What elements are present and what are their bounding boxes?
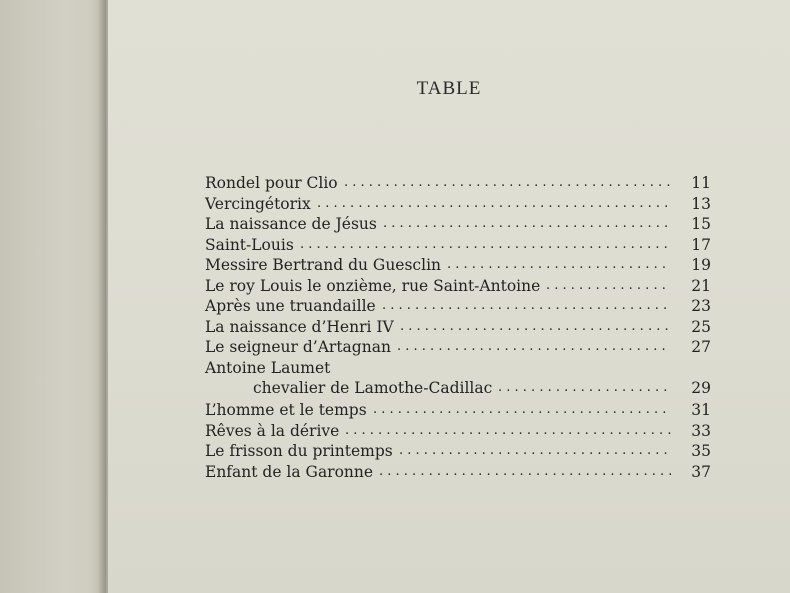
toc-entry [205, 296, 711, 317]
toc-entry-page: 15 [691, 215, 711, 233]
table-of-contents [205, 173, 711, 482]
dot-leader [400, 317, 671, 338]
dot-leader [382, 296, 671, 317]
dot-leader [300, 235, 671, 256]
toc-entry-page: 13 [691, 194, 711, 213]
toc-entry-title: L’homme et le temps [205, 401, 367, 419]
toc-entry-title: Antoine Laumet [205, 358, 331, 377]
right-page [108, 0, 790, 593]
toc-entry-page: 25 [691, 317, 711, 336]
dot-leader [344, 173, 671, 194]
left-page [0, 0, 106, 593]
toc-entry-page: 29 [691, 379, 711, 397]
toc-entry-title: Le frisson du printemps [205, 442, 393, 460]
toc-entry [205, 276, 711, 297]
dot-leader [397, 337, 671, 358]
toc-entry-title: Messire Bertrand du Guesclin [205, 256, 442, 274]
toc-entry-page: 33 [691, 421, 711, 440]
toc-entry [205, 337, 711, 358]
toc-entry-title: chevalier de Lamothe-Cadillac [253, 379, 493, 397]
toc-entry-title: Rondel pour Clio [205, 174, 338, 192]
dot-leader [373, 400, 671, 421]
toc-entry-title: La naissance de Jésus [205, 215, 377, 233]
toc-entry-title: La naissance d’Henri IV [205, 317, 394, 336]
dot-leader [317, 194, 671, 215]
dot-leader [383, 214, 671, 235]
toc-entry [205, 214, 711, 235]
page-title: TABLE [416, 78, 482, 99]
toc-entry-page: 35 [691, 442, 711, 460]
toc-entry-page: 11 [691, 174, 711, 192]
toc-entry [205, 235, 711, 256]
toc-entry-page: 31 [691, 401, 711, 419]
toc-entry-page: 19 [691, 256, 711, 274]
toc-entry-title: Le seigneur d’Artagnan [205, 338, 391, 356]
toc-entry-title: Enfant de la Garonne [205, 462, 374, 481]
dot-leader [379, 462, 671, 483]
toc-entry-page: 21 [691, 276, 711, 295]
toc-entry-continuation [205, 378, 711, 400]
toc-entry [205, 462, 711, 483]
toc-entry-page: 17 [691, 235, 711, 254]
dot-leader [546, 276, 671, 297]
toc-entry [205, 421, 711, 442]
toc-entry-page: 23 [691, 297, 711, 315]
toc-entry [205, 173, 711, 194]
toc-entry-page: 27 [691, 338, 711, 356]
toc-entry [205, 194, 711, 215]
dot-leader [345, 421, 671, 442]
toc-entry [205, 400, 711, 421]
toc-entry [205, 255, 711, 276]
toc-entry-title: Après une truandaille [205, 297, 376, 315]
dot-leader [399, 441, 671, 462]
dot-leader [447, 255, 671, 276]
toc-entry [205, 441, 711, 462]
toc-entry-title: Rêves à la dérive [205, 421, 340, 440]
toc-entry [205, 317, 711, 338]
toc-entry-title: Le roy Louis le onzième, rue Saint-Antoine [205, 276, 541, 295]
toc-entry-first-line [205, 358, 711, 379]
dot-leader [498, 378, 671, 399]
toc-entry-title: Vercingétorix [205, 194, 311, 213]
toc-entry-page: 37 [691, 462, 711, 481]
toc-entry-title: Saint-Louis [205, 235, 294, 254]
